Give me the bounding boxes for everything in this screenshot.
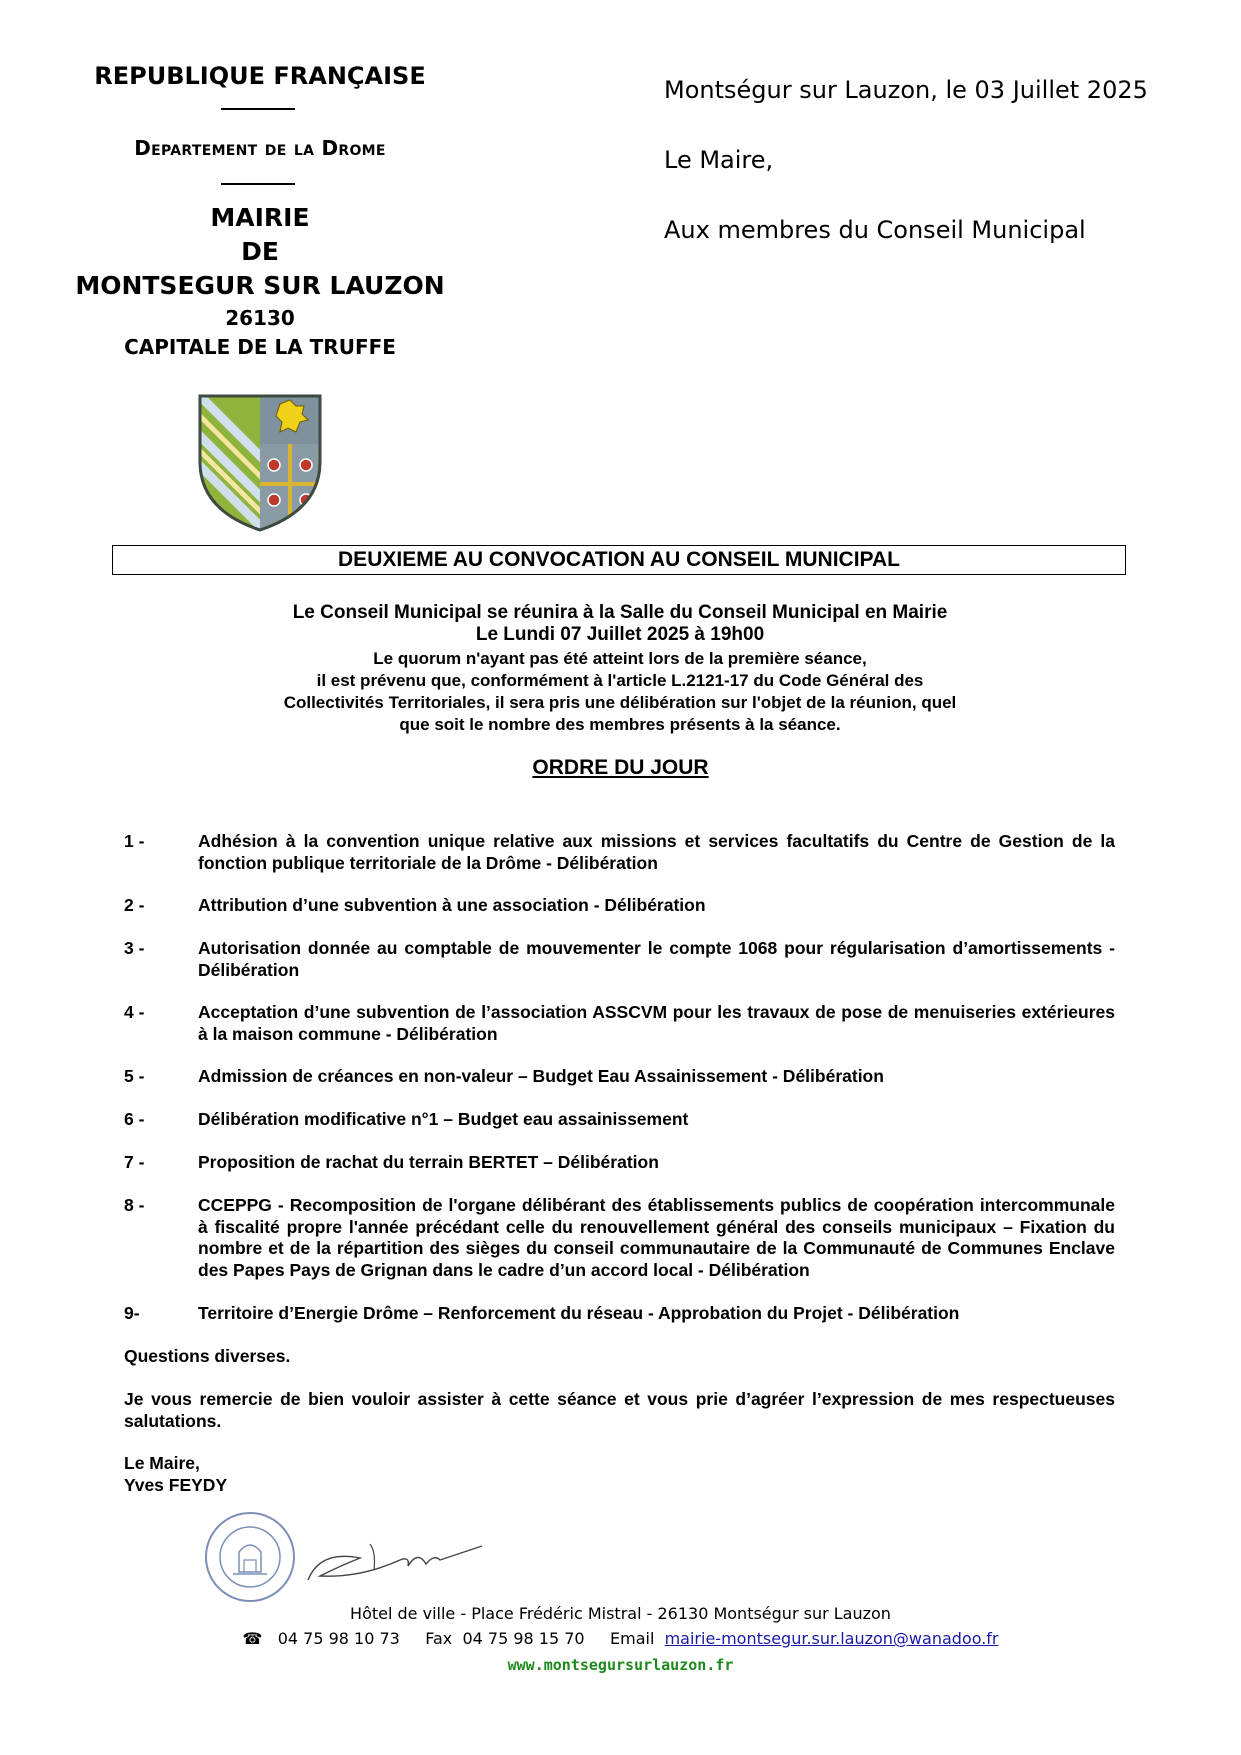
- agenda-item: [124, 831, 1115, 874]
- signature-block: [124, 1453, 1115, 1496]
- agenda-item-text: Acceptation d’une subvention de l’association ASSCVM pour les travaux de pose de menuiseries extérieures à la maison commune - Délibération: [198, 1002, 1115, 1044]
- closing-paragraph: Je vous remercie de bien vouloir assister à cette séance et vous prie d’agréer l’expression de mes respectueuses salutations.: [124, 1389, 1115, 1431]
- agenda-item: [124, 1303, 1115, 1325]
- phone-icon: ☎: [242, 1629, 263, 1648]
- agenda-item-text: Adhésion à la convention unique relative aux missions et services facultatifs du Centre de Gestion de la fonction publique territoriale de la Drôme - Délibération: [198, 831, 1115, 873]
- agenda-item: [124, 1195, 1115, 1281]
- agenda-item: [124, 895, 1115, 917]
- agenda-item-number: 4 -: [124, 1002, 145, 1022]
- signatory-name: Yves FEYDY: [124, 1474, 228, 1495]
- agenda-item-number: 1 -: [124, 831, 145, 851]
- agenda-item-number: 5 -: [124, 1066, 145, 1086]
- agenda-item-number: 7 -: [124, 1152, 145, 1172]
- motto: CAPITALE DE LA TRUFFE: [124, 335, 396, 359]
- republic-heading: REPUBLIQUE FRANÇAISE: [94, 62, 426, 90]
- mairie-line-3: MONTSEGUR SUR LAUZON: [75, 271, 445, 300]
- meeting-date: Le Lundi 07 Juillet 2025 à 19h00: [475, 624, 765, 645]
- quorum-line: que soit le nombre des membres présents à la séance.: [399, 715, 841, 734]
- agenda-item: [124, 1066, 1115, 1088]
- agenda-item: [124, 1002, 1115, 1045]
- agenda-item-text: Proposition de rachat du terrain BERTET – Délibération: [198, 1152, 659, 1172]
- agenda-item-text: CCEPPG - Recomposition de l'organe délibérant des établissements publics de coopération intercommunale à fiscalité propre l'année précédant celle du renouvellement général des conseils municipaux – Fixation du nombre et de la répartition des sièges du conseil communautaire de la Communauté de Communes Enclave des Papes Pays de Grignan dans le cadre d’un accord local - Délibération: [198, 1195, 1115, 1280]
- footer-address: Hôtel de ville - Place Frédéric Mistral - 26130 Montségur sur Lauzon: [350, 1604, 891, 1623]
- mairie-line-2: DE: [241, 237, 279, 266]
- agenda-item-number: 9-: [124, 1303, 140, 1323]
- fax-label: Fax: [425, 1629, 453, 1648]
- quorum-line: Collectivités Territoriales, il sera pris une délibération sur l'objet de la réunion, quel: [283, 693, 957, 712]
- department-text: Departement de la Drome: [134, 136, 386, 160]
- agenda-item-text: Territoire d’Energie Drôme – Renforcement du réseau - Approbation du Projet - Délibération: [198, 1303, 960, 1323]
- signatory-title: Le Maire,: [124, 1453, 200, 1473]
- convocation-title: DEUXIEME AU CONVOCATION AU CONSEIL MUNICIPAL: [112, 545, 1126, 575]
- quorum-line: il est prévenu que, conformément à l'article L.2121-17 du Code Général des: [316, 671, 924, 690]
- postcode: 26130: [225, 306, 295, 330]
- email-label: Email: [610, 1629, 655, 1648]
- place-date: Montségur sur Lauzon, le 03 Juillet 2025: [664, 76, 1148, 104]
- meeting-location: Le Conseil Municipal se réunira à la Salle du Conseil Municipal en Mairie: [292, 602, 948, 623]
- department-heading: [60, 136, 460, 160]
- agenda-item: [124, 1109, 1115, 1131]
- agenda-item-number: 6 -: [124, 1109, 145, 1129]
- agenda-item-text: Attribution d’une subvention à une association - Délibération: [198, 895, 706, 915]
- recipient: Aux membres du Conseil Municipal: [664, 216, 1086, 244]
- meeting-info: [160, 602, 1080, 646]
- agenda-item-text: Délibération modificative n°1 – Budget eau assainissement: [198, 1109, 689, 1129]
- questions-diverses: Questions diverses.: [124, 1346, 291, 1366]
- agenda-title: ORDRE DU JOUR: [532, 756, 709, 779]
- agenda-item-text: Admission de créances en non-valeur – Budget Eau Assainissement - Délibération: [198, 1066, 884, 1086]
- agenda-item: [124, 938, 1115, 981]
- footer-contact: [0, 1629, 1241, 1648]
- website-link[interactable]: www.montsegursurlauzon.fr: [507, 1656, 734, 1674]
- agenda-item-number: 3 -: [124, 938, 145, 958]
- agenda-item-text: Autorisation donnée au comptable de mouvementer le compte 1068 pour régularisation d’amortissements - Délibération: [198, 938, 1115, 980]
- divider: [221, 183, 295, 185]
- quorum-notice: [160, 648, 1080, 736]
- agenda-item-number: 2 -: [124, 895, 145, 915]
- divider: [221, 108, 295, 110]
- mairie-stamp-icon: [203, 1510, 297, 1604]
- email-link[interactable]: mairie-montsegur.sur.lauzon@wanadoo.fr: [664, 1629, 999, 1648]
- sender: Le Maire,: [664, 146, 774, 174]
- coat-of-arms-icon: [196, 392, 324, 534]
- mairie-line-1: MAIRIE: [210, 203, 310, 232]
- agenda-item-number: 8 -: [124, 1195, 145, 1215]
- fax-number: 04 75 98 15 70: [462, 1629, 585, 1648]
- phone-number: 04 75 98 10 73: [277, 1629, 400, 1648]
- handwritten-signature-icon: [300, 1530, 490, 1590]
- quorum-line: Le quorum n'ayant pas été atteint lors de la première séance,: [373, 649, 867, 668]
- agenda-item: [124, 1152, 1115, 1174]
